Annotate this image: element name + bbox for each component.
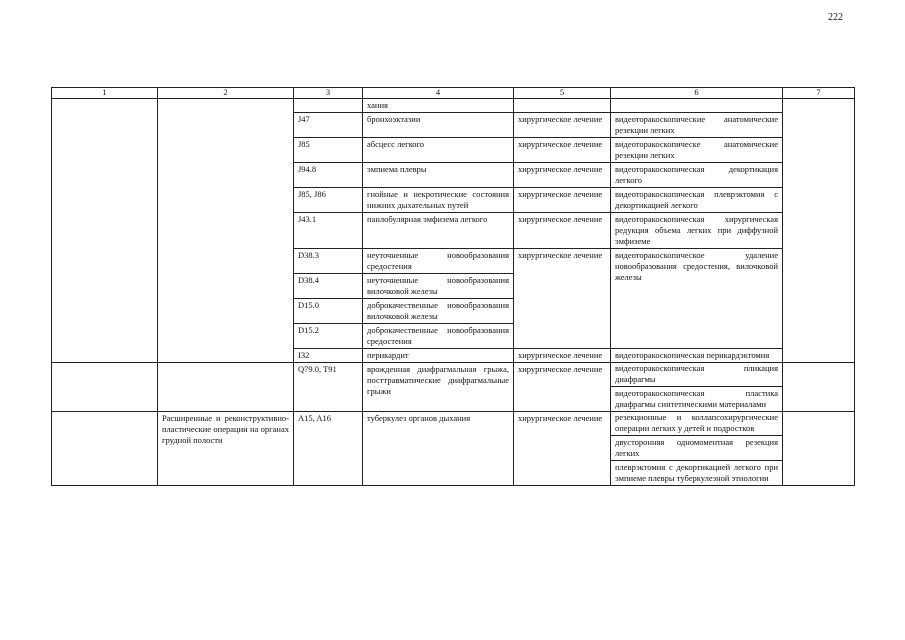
method-cell: видеоторакоскопическая хирургическая редукция объема легких при диффузной эмфиземе xyxy=(611,213,783,249)
treatment-cell: хирургическое лечение xyxy=(514,213,611,249)
table-row xyxy=(52,363,855,412)
col2-cell xyxy=(158,363,294,412)
diagnosis-cell: неуточненные новообразования вилочковой железы xyxy=(363,274,514,299)
header-col-6: 6 xyxy=(611,88,783,99)
method-cell: видеоторакоскопические анатомические резекции легких xyxy=(611,113,783,138)
col7-cell xyxy=(783,363,855,412)
code-cell: Q79.0, T91 xyxy=(294,363,363,412)
method-item: плеврэктомия с декортикацией легкого при эмпиеме плевры туберкулезной этиологии xyxy=(611,460,782,485)
method-item: резекционные и коллапсохирургические операции легких у детей и подростков xyxy=(615,412,778,433)
treatment-cell: хирургическое лечение xyxy=(514,113,611,138)
method-item: видеоторакоскопическая пластика диафрагмы синтетическими материалами xyxy=(611,386,782,411)
treatment-cell xyxy=(514,99,611,113)
treatment-cell: хирургическое лечение xyxy=(514,349,611,363)
col7-cell xyxy=(783,412,855,486)
diagnosis-cell: бронхоэктазии xyxy=(363,113,514,138)
method-cell xyxy=(611,363,783,412)
header-col-3: 3 xyxy=(294,88,363,99)
procedures-table xyxy=(51,87,855,486)
treatment-cell: хирургическое лечение xyxy=(514,138,611,163)
header-row xyxy=(52,88,855,99)
code-cell: D38.3 xyxy=(294,249,363,274)
code-cell: J43.1 xyxy=(294,213,363,249)
code-cell: I32 xyxy=(294,349,363,363)
table-row xyxy=(52,99,855,113)
code-cell: J85, J86 xyxy=(294,188,363,213)
method-cell: видеоторакоскопическая декортикация легкого xyxy=(611,163,783,188)
method-item: видеоторакоскопическая пликация диафрагмы xyxy=(615,363,778,384)
treatment-cell: хирургическое лечение xyxy=(514,249,611,349)
diagnosis-cell: эмпиема плевры xyxy=(363,163,514,188)
method-cell: видеоторакоскопическое удаление новообразования средостения, вилочковой железы xyxy=(611,249,783,349)
code-cell: A15, A16 xyxy=(294,412,363,486)
method-item: двусторонняя одномоментная резекция легких xyxy=(611,435,782,460)
header-col-4: 4 xyxy=(363,88,514,99)
method-cell: видеоторакоскопическая плеврэктомия с декортикацией легкого xyxy=(611,188,783,213)
diagnosis-cell: абсцесс легкого xyxy=(363,138,514,163)
treatment-cell: хирургическое лечение xyxy=(514,188,611,213)
header-col-7: 7 xyxy=(783,88,855,99)
diagnosis-cell: гнойные и некротические состояния нижних дыхательных путей xyxy=(363,188,514,213)
code-cell: J94.8 xyxy=(294,163,363,188)
treatment-cell: хирургическое лечение xyxy=(514,363,611,412)
diagnosis-cell: неуточненные новообразования средостения xyxy=(363,249,514,274)
diagnosis-cell: врожденная диафрагмальная грыжа, посттравматические диафрагмальные грыжи xyxy=(363,363,514,412)
treatment-cell: хирургическое лечение xyxy=(514,412,611,486)
diagnosis-cell: перикардит xyxy=(363,349,514,363)
code-cell: D15.2 xyxy=(294,324,363,349)
table-row xyxy=(52,412,855,486)
code-cell: D15.0 xyxy=(294,299,363,324)
code-cell: D38.4 xyxy=(294,274,363,299)
col1-cell xyxy=(52,412,158,486)
method-cell: видеоторакоскопическая перикардэктомия xyxy=(611,349,783,363)
col1-cell xyxy=(52,363,158,412)
method-cell xyxy=(611,412,783,486)
diagnosis-cell: доброкачественные новообразования вилочковой железы xyxy=(363,299,514,324)
col7-cell xyxy=(783,99,855,363)
header-col-1: 1 xyxy=(52,88,158,99)
diagnosis-cell: доброкачественные новообразования средостения xyxy=(363,324,514,349)
col2-cell xyxy=(158,99,294,363)
diagnosis-cell: хания xyxy=(363,99,514,113)
header-col-5: 5 xyxy=(514,88,611,99)
diagnosis-cell: панлобулярная эмфизема легкого xyxy=(363,213,514,249)
code-cell: J47 xyxy=(294,113,363,138)
page-number: 222 xyxy=(828,12,843,23)
treatment-cell: хирургическое лечение xyxy=(514,163,611,188)
group-cell: Расширенные и реконструктивно-пластические операции на органах грудной полости xyxy=(158,412,294,486)
col1-cell xyxy=(52,99,158,363)
method-cell: видеоторакоскопическе анатомические резекции легких xyxy=(611,138,783,163)
diagnosis-cell: туберкулез органов дыхания xyxy=(363,412,514,486)
code-cell: J85 xyxy=(294,138,363,163)
code-cell xyxy=(294,99,363,113)
method-cell xyxy=(611,99,783,113)
header-col-2: 2 xyxy=(158,88,294,99)
